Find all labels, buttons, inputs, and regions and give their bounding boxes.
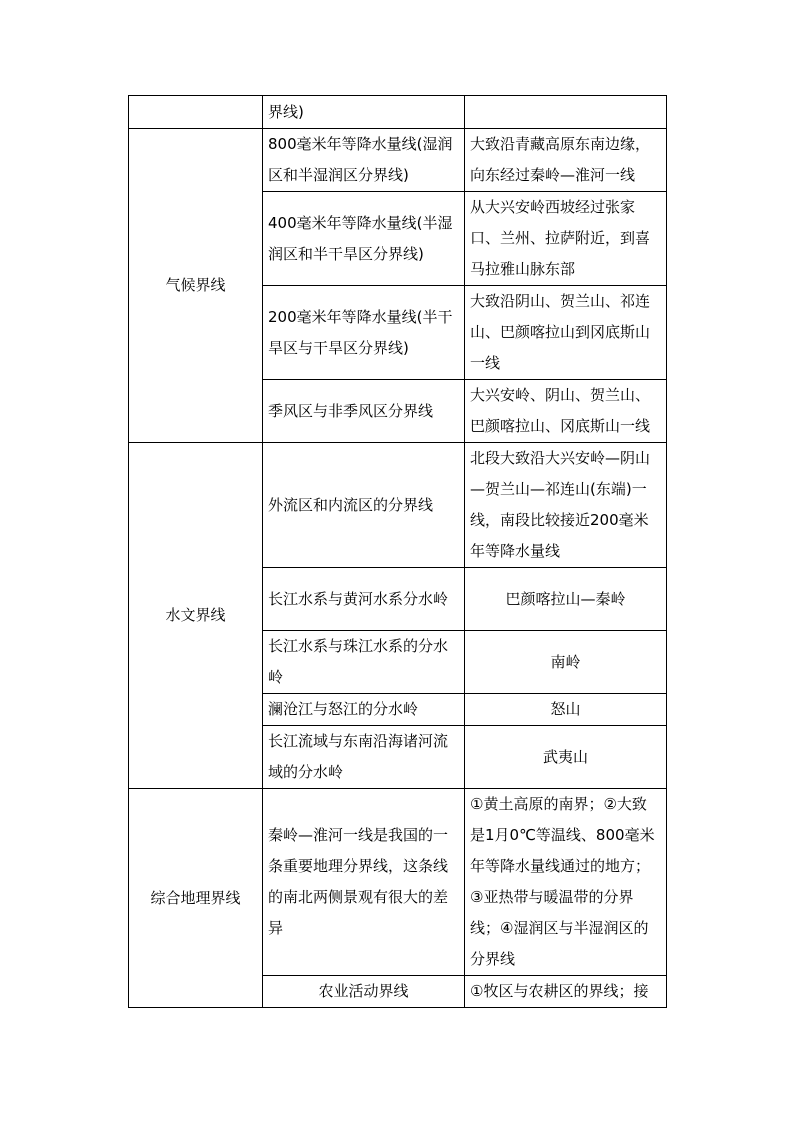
category-cell-hydrology: 水文界线 — [129, 443, 263, 789]
boundary-desc-cell — [465, 96, 667, 129]
category-cell-climate: 气候界线 — [129, 129, 263, 443]
table-row — [129, 96, 667, 129]
boundary-item-cell: 秦岭—淮河一线是我国的一条重要地理分界线，这条线的南北两侧景观有很大的差异 — [263, 789, 465, 976]
boundary-desc-cell: 怒山 — [465, 694, 667, 726]
boundary-item-cell: 长江水系与珠江水系的分水岭 — [263, 631, 465, 694]
geographic-boundary-table — [128, 95, 667, 1008]
boundary-item-cell: 季风区与非季风区分界线 — [263, 380, 465, 443]
boundary-desc-cell: 巴颜喀拉山—秦岭 — [465, 568, 667, 631]
boundary-item-cell: 农业活动界线 — [263, 976, 465, 1008]
boundary-desc-cell: 大致沿阴山、贺兰山、祁连山、巴颜喀拉山到冈底斯山一线 — [465, 286, 667, 380]
boundary-item-cell: 800毫米年等降水量线(湿润区和半湿润区分界线) — [263, 129, 465, 192]
boundary-item-cell: 200毫米年等降水量线(半干旱区与干旱区分界线) — [263, 286, 465, 380]
boundary-desc-cell: 武夷山 — [465, 726, 667, 789]
boundary-desc-cell: 从大兴安岭西坡经过张家口、兰州、拉萨附近，到喜马拉雅山脉东部 — [465, 192, 667, 286]
boundary-item-cell: 外流区和内流区的分界线 — [263, 443, 465, 568]
table-row — [129, 443, 667, 568]
boundary-desc-cell: 南岭 — [465, 631, 667, 694]
boundary-item-cell: 界线) — [263, 96, 465, 129]
boundary-item-cell: 400毫米年等降水量线(半湿润区和半干旱区分界线) — [263, 192, 465, 286]
boundary-desc-cell: 大兴安岭、阴山、贺兰山、巴颜喀拉山、冈底斯山一线 — [465, 380, 667, 443]
boundary-desc-cell: 北段大致沿大兴安岭—阴山—贺兰山—祁连山(东端)一线，南段比较接近200毫米年等降水量线 — [465, 443, 667, 568]
boundary-item-cell: 澜沧江与怒江的分水岭 — [263, 694, 465, 726]
boundary-desc-cell: ①牧区与农耕区的界线；接 — [465, 976, 667, 1008]
category-cell-comprehensive: 综合地理界线 — [129, 789, 263, 1008]
boundary-desc-cell: 大致沿青藏高原东南边缘，向东经过秦岭—淮河一线 — [465, 129, 667, 192]
table-row — [129, 789, 667, 976]
boundary-item-cell: 长江水系与黄河水系分水岭 — [263, 568, 465, 631]
boundary-desc-cell: ①黄土高原的南界；②大致是1月0℃等温线、800毫米年等降水量线通过的地方；③亚热带与暖温带的分界线；④湿润区与半湿润区的分界线 — [465, 789, 667, 976]
table-row — [129, 129, 667, 192]
boundary-item-cell: 长江流域与东南沿海诸河流域的分水岭 — [263, 726, 465, 789]
category-cell — [129, 96, 263, 129]
